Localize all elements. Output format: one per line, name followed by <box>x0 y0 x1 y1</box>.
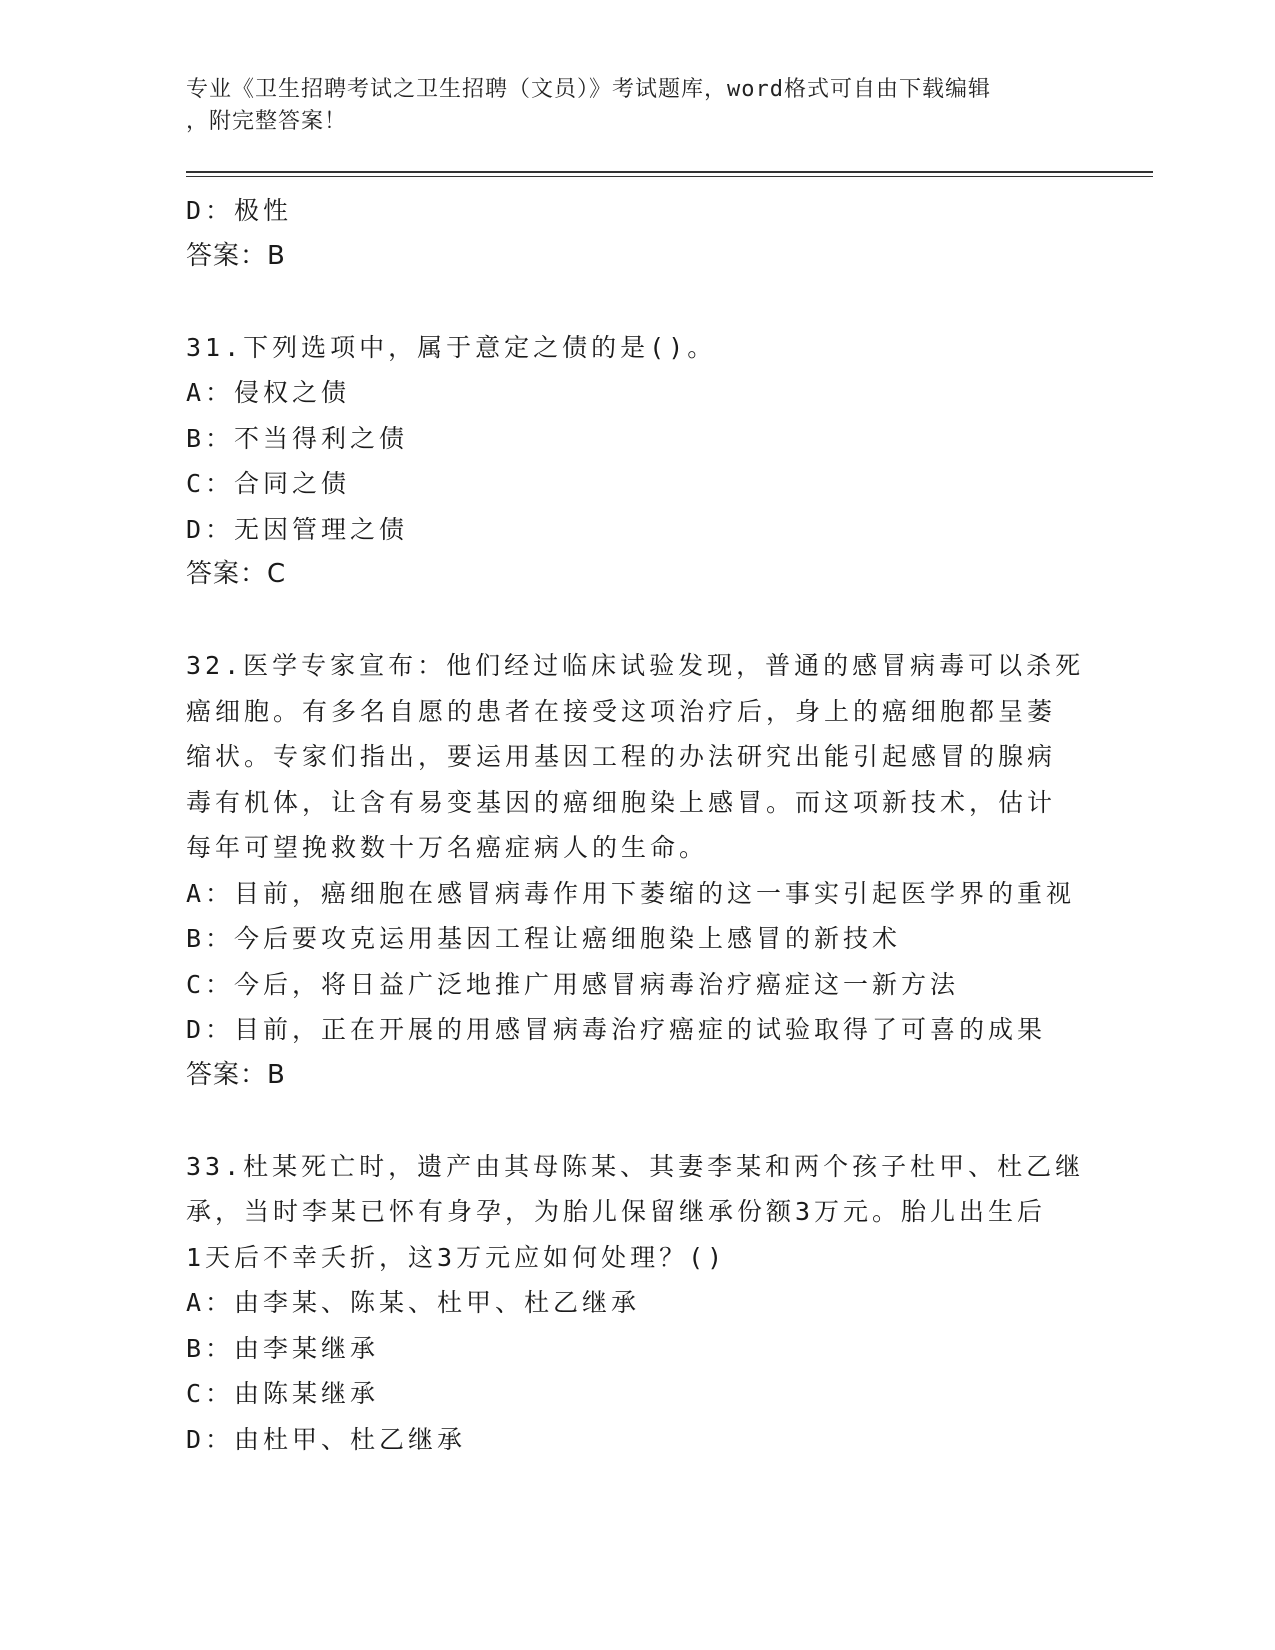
spacer <box>186 1098 1086 1144</box>
question-list <box>186 188 1086 1462</box>
answer-label: 答案：B <box>186 1059 286 1090</box>
question-stem: 32.医学专家宣布：他们经过临床试验发现，普通的感冒病毒可以杀死 <box>186 651 1085 680</box>
header-line-1: 专业《卫生招聘考试之卫生招聘（文员）》考试题库，word格式可自由下载编辑 <box>186 77 991 102</box>
answer-label: 答案：C <box>186 559 287 589</box>
spacer <box>186 279 1086 325</box>
header-divider-top <box>186 171 1153 173</box>
option-c: C：由陈某继承 <box>186 1379 380 1408</box>
option-d: D：极性 <box>186 196 293 225</box>
question-stem: 缩状。专家们指出，要运用基因工程的办法研究出能引起感冒的腺病 <box>186 742 1057 771</box>
option-d: D：目前，正在开展的用感冒病毒治疗癌症的试验取得了可喜的成果 <box>186 1015 1047 1044</box>
option-b: B：由李某继承 <box>186 1333 380 1363</box>
option-a: A：由李某、陈某、杜甲、杜乙继承 <box>186 1288 641 1317</box>
option-d: D：由杜甲、杜乙继承 <box>186 1424 467 1454</box>
answer-label: 答案：B <box>186 240 286 271</box>
option-a: A：目前，癌细胞在感冒病毒作用下萎缩的这一事实引起医学界的重视 <box>186 878 1076 908</box>
option-c: C：合同之债 <box>186 469 351 498</box>
document-header <box>186 74 1066 138</box>
question-stem: 31.下列选项中，属于意定之债的是()。 <box>186 332 717 362</box>
question-stem: 承，当时李某已怀有身孕，为胎儿保留继承份额3万元。胎儿出生后 <box>186 1197 1047 1226</box>
option-c: C：今后，将日益广泛地推广用感冒病毒治疗癌症这一新方法 <box>186 969 960 999</box>
option-d: D：无因管理之债 <box>186 514 409 544</box>
header-line-2: ，附完整答案！ <box>186 109 348 134</box>
question-stem: 1天后不幸夭折，这3万元应如何处理？() <box>186 1242 727 1272</box>
option-a: A：侵权之债 <box>186 378 351 407</box>
question-stem: 每年可望挽救数十万名癌症病人的生命。 <box>186 833 709 862</box>
header-divider-bottom <box>186 176 1153 177</box>
option-b: B：不当得利之债 <box>186 423 409 453</box>
question-stem: 癌细胞。有多名自愿的患者在接受这项治疗后，身上的癌细胞都呈萎 <box>186 696 1057 726</box>
question-stem: 毒有机体，让含有易变基因的癌细胞染上感冒。而这项新技术，估计 <box>186 787 1057 817</box>
spacer <box>186 598 1086 644</box>
option-b: B：今后要攻克运用基因工程让癌细胞染上感冒的新技术 <box>186 924 902 953</box>
question-stem: 33.杜某死亡时，遗产由其母陈某、其妻李某和两个孩子杜甲、杜乙继 <box>186 1151 1085 1181</box>
